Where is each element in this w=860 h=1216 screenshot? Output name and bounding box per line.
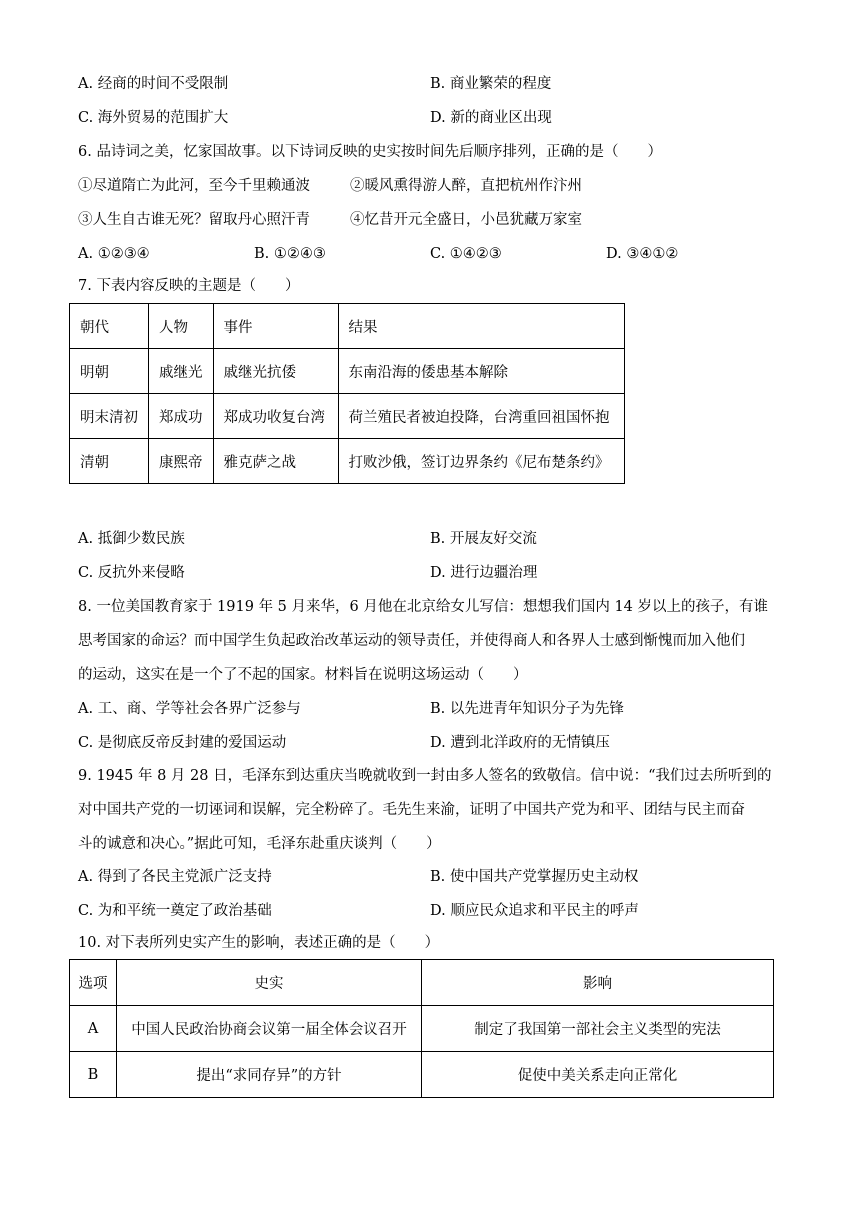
q6-poem-3: ③人生自古谁无死？留取丹心照汗青 [78,212,310,228]
q9-stem-line-2: 对中国共产党的一切诬词和误解，完全粉碎了。毛先生来渝，证明了中国共产党为和平、团结与民主而奋 [78,802,745,818]
q6-option-d: D. ③④①② [606,246,679,262]
q10-table [69,959,774,1098]
q5-option-d: D. 新的商业区出现 [430,110,552,126]
q6-poem-4: ④忆昔开元全盛日，小邑犹藏万家室 [350,212,582,228]
table-cell: 康熙帝 [149,439,214,484]
table-header-cell: 史实 [117,960,422,1006]
q6-option-c: C. ①④②③ [430,246,502,262]
q7-option-c: C. 反抗外来侵略 [78,565,185,581]
table-cell: A [70,1006,117,1052]
q6-poem-2: ②暖风熏得游人醉，直把杭州作汴州 [350,178,582,194]
q8-stem-line-1: 8. 一位美国教育家于 1919 年 5 月来华，6 月他在北京给女儿写信：想想我们国内 14 岁以上的孩子，有谁 [78,599,769,615]
table-header-cell: 影响 [422,960,774,1006]
q5-option-a: A. 经商的时间不受限制 [78,76,229,92]
q9-option-d: D. 顺应民众追求和平民主的呼声 [430,903,639,919]
q7-option-b: B. 开展友好交流 [430,531,537,547]
q8-option-d: D. 遭到北洋政府的无情镇压 [430,735,610,751]
table-header-cell: 结果 [338,304,625,349]
table-header-cell: 事件 [213,304,338,349]
table-header-cell: 人物 [149,304,214,349]
table-cell: 明末清初 [70,394,149,439]
table-row [70,1052,774,1098]
q9-stem-line-3: 斗的诚意和决心。”据此可知，毛泽东赴重庆谈判（ ） [78,836,441,852]
q5-option-c: C. 海外贸易的范围扩大 [78,110,229,126]
q9-option-a: A. 得到了各民主党派广泛支持 [78,869,272,885]
table-cell: 明朝 [70,349,149,394]
q7-table [69,303,625,484]
table-row [70,349,625,394]
q6-option-b: B. ①②④③ [254,246,326,262]
q6-option-a: A. ①②③④ [78,246,150,262]
table-header-cell: 朝代 [70,304,149,349]
table-cell: 制定了我国第一部社会主义类型的宪法 [422,1006,774,1052]
table-cell: 清朝 [70,439,149,484]
table-cell: 东南沿海的倭患基本解除 [338,349,625,394]
table-cell: 提出“求同存异”的方针 [117,1052,422,1098]
q9-option-b: B. 使中国共产党掌握历史主动权 [430,869,639,885]
table-row [70,394,625,439]
q9-option-c: C. 为和平统一奠定了政治基础 [78,903,272,919]
table-cell: 雅克萨之战 [213,439,338,484]
q10-stem: 10. 对下表所列史实产生的影响，表述正确的是（ ） [78,935,440,951]
table-cell: 郑成功收复台湾 [213,394,338,439]
table-row [70,1006,774,1052]
q7-option-a: A. 抵御少数民族 [78,531,185,547]
q9-stem-line-1: 9. 1945 年 8 月 28 日，毛泽东到达重庆当晚就收到一封由多人签名的致敬信。信中说：“我们过去所听到的 [78,768,772,784]
q6-stem: 6. 品诗词之美，忆家国故事。以下诗词反映的史实按时间先后顺序排列，正确的是（ ） [78,144,662,160]
q8-option-c: C. 是彻底反帝反封建的爱国运动 [78,735,287,751]
table-cell: 戚继光 [149,349,214,394]
table-cell: 郑成功 [149,394,214,439]
table-cell: 戚继光抗倭 [213,349,338,394]
q5-option-b: B. 商业繁荣的程度 [430,76,552,92]
q6-poem-1: ①尽道隋亡为此河，至今千里赖通波 [78,178,310,194]
q7-option-d: D. 进行边疆治理 [430,565,538,581]
table-header-cell: 选项 [70,960,117,1006]
table-cell: 打败沙俄，签订边界条约《尼布楚条约》 [338,439,625,484]
q7-stem: 7. 下表内容反映的主题是（ ） [78,278,300,294]
q8-stem-line-2: 思考国家的命运？而中国学生负起政治改革运动的领导责任，并使得商人和各界人士感到惭愧而加入他们 [78,633,745,649]
table-cell: 促使中美关系走向正常化 [422,1052,774,1098]
table-cell: 中国人民政治协商会议第一届全体会议召开 [117,1006,422,1052]
q8-stem-line-3: 的运动，这实在是一个了不起的国家。材料旨在说明这场运动（ ） [78,667,528,683]
q8-option-b: B. 以先进青年知识分子为先锋 [430,701,624,717]
table-cell: B [70,1052,117,1098]
table-row [70,439,625,484]
table-header-row [70,304,625,349]
table-cell: 荷兰殖民者被迫投降，台湾重回祖国怀抱 [338,394,625,439]
q8-option-a: A. 工、商、学等社会各界广泛参与 [78,701,301,717]
table-header-row [70,960,774,1006]
